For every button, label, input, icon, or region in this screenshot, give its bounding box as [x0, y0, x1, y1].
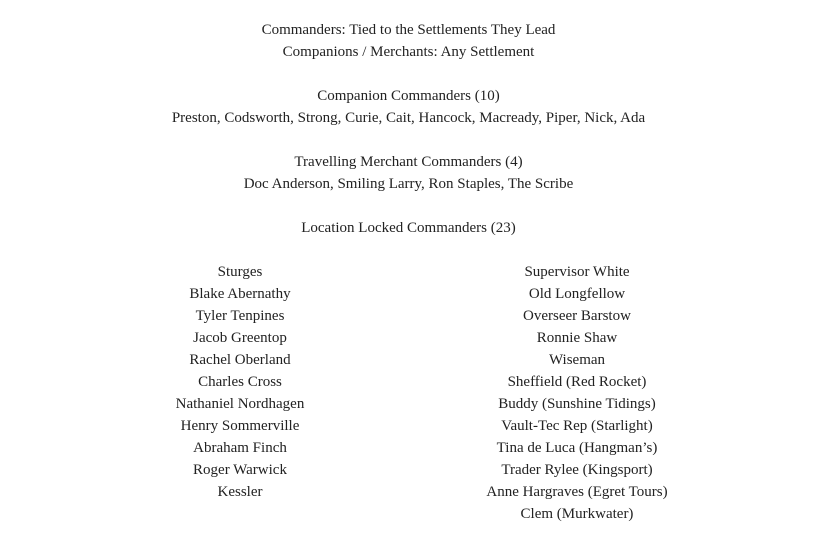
header-line-2: Companions / Merchants: Any Settlement [282, 44, 535, 60]
companion-heading: Companion Commanders (10) [317, 88, 500, 104]
commander-name: Abraham Finch [193, 440, 287, 456]
commander-name: Charles Cross [198, 374, 282, 390]
commander-name: Tyler Tenpines [195, 308, 285, 324]
commander-name: Overseer Barstow [523, 308, 631, 324]
commander-name: Wiseman [548, 352, 606, 368]
commander-name: Anne Hargraves (Egret Tours) [486, 484, 668, 500]
commander-name: Clem (Murkwater) [520, 506, 634, 522]
companion-section [0, 85, 817, 129]
commander-name: Blake Abernathy [189, 286, 291, 302]
header-line-1: Commanders: Tied to the Settlements They Lead [261, 22, 556, 38]
commander-name: Henry Sommerville [180, 418, 300, 434]
commander-name: Roger Warwick [193, 462, 287, 478]
commander-name: Buddy (Sunshine Tidings) [498, 396, 656, 412]
commander-name: Sheffield (Red Rocket) [507, 374, 647, 390]
merchant-names: Doc Anderson, Smiling Larry, Ron Staples, The Scribe [243, 176, 574, 192]
commander-name: Jacob Greentop [193, 330, 287, 346]
location-heading: Location Locked Commanders (23) [301, 220, 516, 236]
commander-name: Kessler [217, 484, 263, 500]
companion-names: Preston, Codsworth, Strong, Curie, Cait, Hancock, Macready, Piper, Nick, Ada [171, 110, 646, 126]
merchant-heading: Travelling Merchant Commanders (4) [294, 154, 523, 170]
commander-name: Supervisor White [524, 264, 630, 280]
commander-name: Sturges [217, 264, 263, 280]
header-block [0, 19, 817, 63]
location-left-column [70, 261, 410, 503]
location-right-column [407, 261, 747, 525]
commander-name: Ronnie Shaw [536, 330, 618, 346]
commander-name: Tina de Luca (Hangman’s) [496, 440, 658, 456]
location-section [0, 217, 817, 239]
commander-name: Nathaniel Nordhagen [175, 396, 305, 412]
commander-name: Rachel Oberland [189, 352, 291, 368]
commander-name: Vault-Tec Rep (Starlight) [501, 418, 653, 434]
commander-name: Trader Rylee (Kingsport) [501, 462, 653, 478]
merchant-section [0, 151, 817, 195]
commander-name: Old Longfellow [528, 286, 626, 302]
